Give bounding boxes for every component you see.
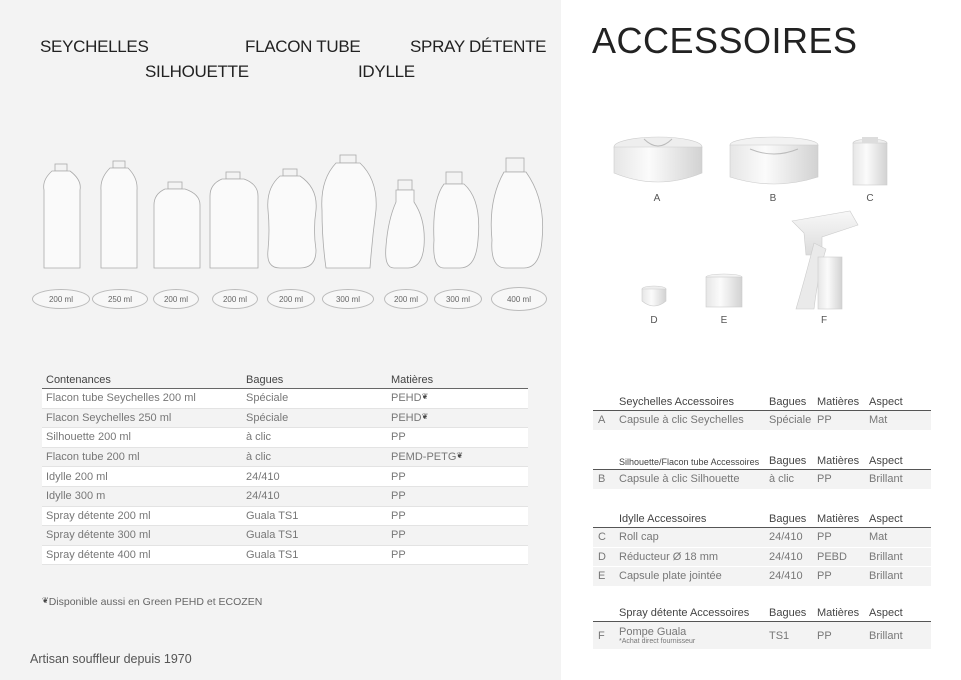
bottle-flacon-tube-200 bbox=[210, 172, 258, 268]
silhouette-accessories-table bbox=[593, 452, 931, 490]
header-silhouette: SILHOUETTE bbox=[145, 62, 249, 81]
bottle-idylle-200 bbox=[268, 169, 316, 268]
col-bagues: Bagues bbox=[769, 455, 807, 467]
capacity-label: 400 ml bbox=[491, 287, 547, 311]
accessory-letter-d: D bbox=[650, 315, 658, 326]
col-bagues: Bagues bbox=[769, 607, 807, 619]
row-bague: 24/410 bbox=[769, 531, 803, 544]
cell-matiere: PP bbox=[387, 467, 528, 487]
table-header-row bbox=[593, 604, 931, 622]
accessory-b-capsule-silhouette bbox=[730, 137, 818, 184]
table-row bbox=[593, 548, 931, 568]
header-idylle: IDYLLE bbox=[358, 62, 415, 81]
col-aspect: Aspect bbox=[869, 396, 903, 408]
capacity-label: 200 ml bbox=[384, 289, 428, 309]
bottle-seychelles-250 bbox=[101, 161, 137, 268]
col-matieres: Matières bbox=[817, 396, 860, 408]
leaf-icon: ❦ bbox=[421, 411, 429, 421]
cell-contenance: Flacon tube 200 ml bbox=[42, 447, 242, 467]
col-bagues: Bagues bbox=[769, 513, 807, 525]
table-row bbox=[42, 428, 528, 448]
row-name: Capsule à clic Silhouette bbox=[619, 473, 740, 486]
col-matieres: Matières bbox=[817, 455, 860, 467]
table-row bbox=[593, 622, 931, 650]
cell-contenance: Flacon tube Seychelles 200 ml bbox=[42, 389, 242, 409]
row-aspect: Mat bbox=[869, 414, 888, 427]
capacity-label: 200 ml bbox=[32, 289, 90, 309]
cell-contenance: Flacon Seychelles 250 ml bbox=[42, 408, 242, 428]
col-accessory: Idylle Accessoires bbox=[619, 513, 707, 525]
col-matieres: Matières bbox=[387, 372, 528, 389]
capacity-label: 200 ml bbox=[153, 289, 199, 309]
table-row bbox=[42, 467, 528, 487]
row-subnote: *Achat direct fournisseur bbox=[619, 637, 696, 645]
row-matiere: PP bbox=[817, 414, 832, 427]
col-aspect: Aspect bbox=[869, 607, 903, 619]
cell-contenance: Idylle 200 ml bbox=[42, 467, 242, 487]
row-name: Roll cap bbox=[619, 531, 659, 544]
row-matiere: PP bbox=[817, 473, 832, 486]
cell-matiere: PP bbox=[387, 506, 528, 526]
table-row bbox=[42, 389, 528, 409]
row-name: Réducteur Ø 18 mm bbox=[619, 550, 719, 563]
accessory-letter-a: A bbox=[653, 193, 661, 204]
header-flacon-tube: FLACON TUBE bbox=[245, 37, 361, 56]
row-letter: D bbox=[598, 550, 606, 563]
row-name-cell bbox=[619, 626, 769, 646]
capacity-table bbox=[42, 372, 528, 565]
capacity-label: 300 ml bbox=[434, 289, 482, 309]
table-row bbox=[593, 528, 931, 548]
row-bague: TS1 bbox=[769, 629, 790, 642]
accessory-letter-c: C bbox=[866, 193, 874, 204]
row-matiere: PP bbox=[817, 570, 832, 583]
cell-contenance: Idylle 300 m bbox=[42, 486, 242, 506]
cell-bague: Spéciale bbox=[242, 389, 387, 409]
accessory-f-pompe-guala bbox=[792, 211, 858, 309]
row-aspect: Brillant bbox=[869, 570, 903, 583]
bottle-spray-300 bbox=[434, 172, 479, 268]
row-bague: 24/410 bbox=[769, 550, 803, 563]
capacity-label: 200 ml bbox=[212, 289, 258, 309]
cell-contenance: Spray détente 400 ml bbox=[42, 545, 242, 565]
row-letter: F bbox=[598, 629, 605, 642]
col-bagues: Bagues bbox=[242, 372, 387, 389]
row-letter: C bbox=[598, 531, 606, 544]
bottle-spray-400 bbox=[491, 158, 542, 268]
row-aspect: Mat bbox=[869, 531, 888, 544]
col-bagues: Bagues bbox=[769, 396, 807, 408]
spray-accessories-table bbox=[593, 604, 931, 650]
col-contenances: Contenances bbox=[42, 372, 242, 389]
row-bague: Spéciale bbox=[769, 414, 812, 427]
col-accessory: Seychelles Accessoires bbox=[619, 396, 734, 408]
col-matieres: Matières bbox=[817, 607, 860, 619]
row-matiere: PP bbox=[817, 531, 832, 544]
row-letter: E bbox=[598, 570, 606, 583]
accessory-letter-f: F bbox=[820, 315, 828, 326]
header-spray-detente: SPRAY DÉTENTE bbox=[410, 37, 547, 56]
bottle-idylle-300 bbox=[322, 155, 376, 268]
capacity-label: 300 ml bbox=[322, 289, 374, 309]
page-title: ACCESSOIRES bbox=[592, 20, 858, 61]
table-header-row bbox=[593, 393, 931, 411]
leaf-icon: ❦ bbox=[42, 596, 49, 605]
accessory-letter-b: B bbox=[769, 193, 777, 204]
seychelles-accessories-table bbox=[593, 393, 931, 431]
footer-tagline: Artisan souffleur depuis 1970 bbox=[30, 652, 192, 666]
table-header-row bbox=[42, 372, 528, 389]
table-header-row bbox=[593, 510, 931, 528]
table-row bbox=[593, 567, 931, 587]
cell-matiere: PEHD❦ bbox=[387, 389, 528, 409]
leaf-icon: ❦ bbox=[421, 392, 429, 402]
table-row bbox=[42, 545, 528, 565]
row-matiere: PEBD bbox=[817, 550, 847, 563]
cell-bague: Guala TS1 bbox=[242, 545, 387, 565]
accessory-a-capsule-seychelles bbox=[614, 137, 702, 182]
table-row bbox=[593, 470, 931, 490]
row-aspect: Brillant bbox=[869, 550, 903, 563]
cell-contenance: Silhouette 200 ml bbox=[42, 428, 242, 448]
table-row bbox=[42, 526, 528, 546]
row-name: Capsule plate jointée bbox=[619, 570, 722, 583]
col-matieres: Matières bbox=[817, 513, 860, 525]
cell-bague: Spéciale bbox=[242, 408, 387, 428]
row-bague: 24/410 bbox=[769, 570, 803, 583]
col-aspect: Aspect bbox=[869, 455, 903, 467]
bottle-spray-200 bbox=[386, 180, 425, 268]
accessory-c-roll-cap bbox=[853, 137, 887, 185]
capacity-label: 200 ml bbox=[267, 289, 315, 309]
row-letter: B bbox=[598, 473, 606, 486]
row-aspect: Brillant bbox=[869, 629, 903, 642]
cell-bague: 24/410 bbox=[242, 467, 387, 487]
cell-contenance: Spray détente 200 ml bbox=[42, 506, 242, 526]
table-header-row bbox=[593, 452, 931, 470]
cell-matiere: PP bbox=[387, 486, 528, 506]
bottle-seychelles-tube-200 bbox=[44, 164, 81, 268]
table-row bbox=[593, 411, 931, 431]
cell-matiere: PEMD-PETG❦ bbox=[387, 447, 528, 467]
cell-matiere: PEHD❦ bbox=[387, 408, 528, 428]
cell-contenance: Spray détente 300 ml bbox=[42, 526, 242, 546]
cell-bague: 24/410 bbox=[242, 486, 387, 506]
col-accessory: Silhouette/Flacon tube Accessoires bbox=[619, 457, 760, 467]
row-matiere: PP bbox=[817, 629, 832, 642]
row-bague: à clic bbox=[769, 473, 795, 486]
row-name: Pompe Guala bbox=[619, 625, 687, 638]
row-letter: A bbox=[598, 414, 606, 427]
row-aspect: Brillant bbox=[869, 473, 903, 486]
cell-bague: Guala TS1 bbox=[242, 526, 387, 546]
bottle-lineup bbox=[0, 150, 561, 310]
accessory-e-capsule-plate bbox=[706, 274, 742, 307]
row-name: Capsule à clic Seychelles bbox=[619, 414, 744, 427]
cell-bague: Guala TS1 bbox=[242, 506, 387, 526]
table-row bbox=[42, 486, 528, 506]
table-row bbox=[42, 506, 528, 526]
cell-bague: à clic bbox=[242, 447, 387, 467]
cell-matiere: PP bbox=[387, 428, 528, 448]
cell-bague: à clic bbox=[242, 428, 387, 448]
col-accessory: Spray détente Accessoires bbox=[619, 607, 750, 619]
accessory-d-reducteur bbox=[642, 286, 666, 306]
accessory-illustrations bbox=[600, 125, 940, 325]
table-row bbox=[42, 447, 528, 467]
leaf-icon: ❦ bbox=[456, 451, 464, 461]
col-aspect: Aspect bbox=[869, 513, 903, 525]
table-row bbox=[42, 408, 528, 428]
accessory-letter-e: E bbox=[720, 315, 728, 326]
cell-matiere: PP bbox=[387, 545, 528, 565]
cell-matiere: PP bbox=[387, 526, 528, 546]
idylle-accessories-table bbox=[593, 510, 931, 587]
bottle-silhouette-200 bbox=[154, 182, 200, 268]
header-seychelles: SEYCHELLES bbox=[40, 37, 149, 56]
footnote: ❦Disponible aussi en Green PEHD et ECOZEN bbox=[42, 596, 263, 608]
capacity-label: 250 ml bbox=[92, 289, 148, 309]
